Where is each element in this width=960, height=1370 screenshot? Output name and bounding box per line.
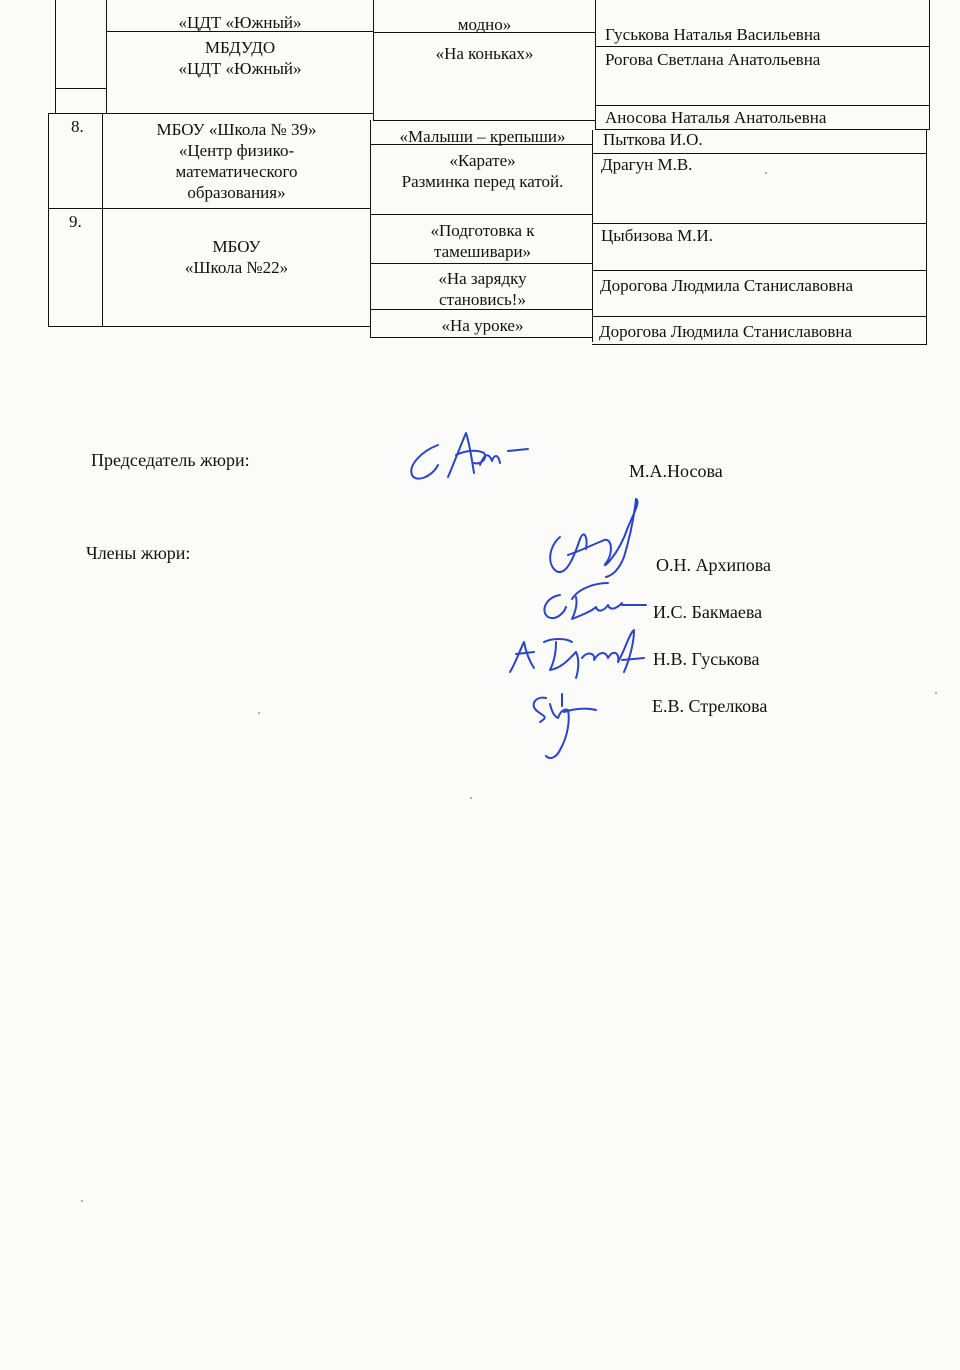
members-label: Члены жюри:: [86, 543, 191, 563]
entry-title-cell: [372, 268, 593, 310]
institution-line: МБДУДО: [204, 38, 276, 57]
table-border-left: [48, 113, 49, 327]
entry-title-cell: «На уроке»: [441, 316, 524, 335]
member-name: Н.В. Гуськова: [653, 649, 760, 669]
entry-title-cell: модно»: [457, 15, 512, 34]
member-name: Е.В. Стрелкова: [652, 696, 768, 716]
scan-speck: [258, 712, 260, 714]
table-row-line: [48, 208, 371, 209]
table-row-line: [592, 270, 927, 271]
jury-cell: Рогова Светлана Анатольевна: [605, 50, 821, 69]
institution-line: математического: [175, 162, 298, 181]
signature-stroke: [550, 642, 578, 678]
table-row-line: [373, 120, 596, 121]
chair-name: М.А.Носова: [629, 461, 723, 481]
table-col-divider: [595, 0, 596, 130]
jury-cell: Дорогова Людмила Станиславовна: [599, 322, 853, 341]
signature-stroke: [618, 630, 634, 672]
signature-stroke: [411, 445, 438, 479]
row-number: 8.: [71, 117, 84, 136]
signature-stroke: [606, 499, 636, 577]
entry-title-cell: «Малыши – крепыши»: [399, 127, 566, 146]
table-row-line: [370, 337, 593, 338]
institution-cell: [107, 37, 373, 79]
scan-speck: [470, 797, 472, 799]
signature-stroke: [568, 541, 602, 555]
table-row-line: [595, 46, 930, 47]
jury-cell: Драгун М.В.: [601, 155, 693, 174]
institution-line: МБОУ «Школа № 39»: [156, 120, 317, 139]
signature-stroke: [572, 583, 608, 599]
entry-title-cell: [372, 150, 593, 192]
signature-stroke: [544, 639, 572, 642]
entry-title-line: «На зарядку: [438, 269, 527, 288]
signature-stroke: [534, 698, 546, 722]
institution-line: образования»: [187, 183, 286, 202]
jury-cell: Пыткова И.О.: [603, 130, 703, 149]
table-col-divider: [370, 120, 371, 338]
row-number: 9.: [69, 212, 82, 231]
scan-speck: [81, 1200, 83, 1202]
table-row-line: [595, 105, 930, 106]
entry-title-line: тамешивари»: [433, 242, 532, 261]
table-row-line: [48, 326, 371, 327]
institution-cell: «ЦДТ «Южный»: [178, 13, 302, 32]
entry-title-line: «Подготовка к: [430, 221, 535, 240]
member-signature: [540, 497, 655, 582]
table-border-right: [929, 0, 930, 130]
table-border-left: [55, 0, 56, 113]
table-row-line: [592, 316, 927, 317]
table-row-line: [592, 223, 927, 224]
entry-title-line: становись!»: [439, 290, 526, 309]
institution-cell: [103, 236, 370, 278]
table-row-line: [48, 113, 374, 114]
member-signature: [538, 575, 653, 625]
table-row-line: [370, 263, 593, 264]
signature-stroke: [572, 597, 622, 619]
signature-stroke: [622, 658, 644, 660]
signature-stroke: [508, 449, 528, 451]
signature-stroke: [602, 499, 638, 565]
signature-stroke: [510, 642, 534, 672]
chair-label: Председатель жюри:: [91, 450, 250, 470]
chair-signature: [400, 425, 535, 490]
jury-cell: Аносова Наталья Анатольевна: [605, 108, 827, 127]
member-signature: [526, 686, 606, 764]
table-row-line: [55, 88, 107, 89]
institution-line: МБОУ: [212, 237, 261, 256]
entry-title-cell: [372, 220, 593, 262]
table-row-line: [592, 344, 927, 345]
entry-title-line: Разминка перед катой.: [401, 172, 564, 191]
member-name: И.С. Бакмаева: [653, 602, 763, 622]
jury-cell: Цыбизова М.И.: [601, 226, 714, 245]
signature-stroke: [582, 653, 618, 662]
entry-title-line: «Карате»: [449, 151, 516, 170]
entry-title-cell: «На коньках»: [435, 44, 534, 63]
signature-stroke: [448, 433, 474, 477]
table-row-line: [370, 214, 593, 215]
institution-line: «Школа №22»: [184, 258, 289, 277]
member-name: О.Н. Архипова: [656, 555, 772, 575]
institution-line: «Центр физико-: [178, 141, 295, 160]
signature-stroke: [564, 709, 596, 712]
institution-cell: [103, 119, 370, 203]
institution-line: «ЦДТ «Южный»: [178, 59, 302, 78]
signature-stroke: [544, 595, 566, 618]
jury-cell: Гуськова Наталья Васильевна: [605, 25, 821, 44]
signature-stroke: [550, 534, 586, 572]
signature-stroke: [480, 455, 500, 465]
scan-speck: [935, 692, 937, 694]
jury-cell: Дорогова Людмила Станиславовна: [600, 276, 854, 295]
table-border-right: [926, 130, 927, 345]
member-signature: [500, 628, 650, 683]
